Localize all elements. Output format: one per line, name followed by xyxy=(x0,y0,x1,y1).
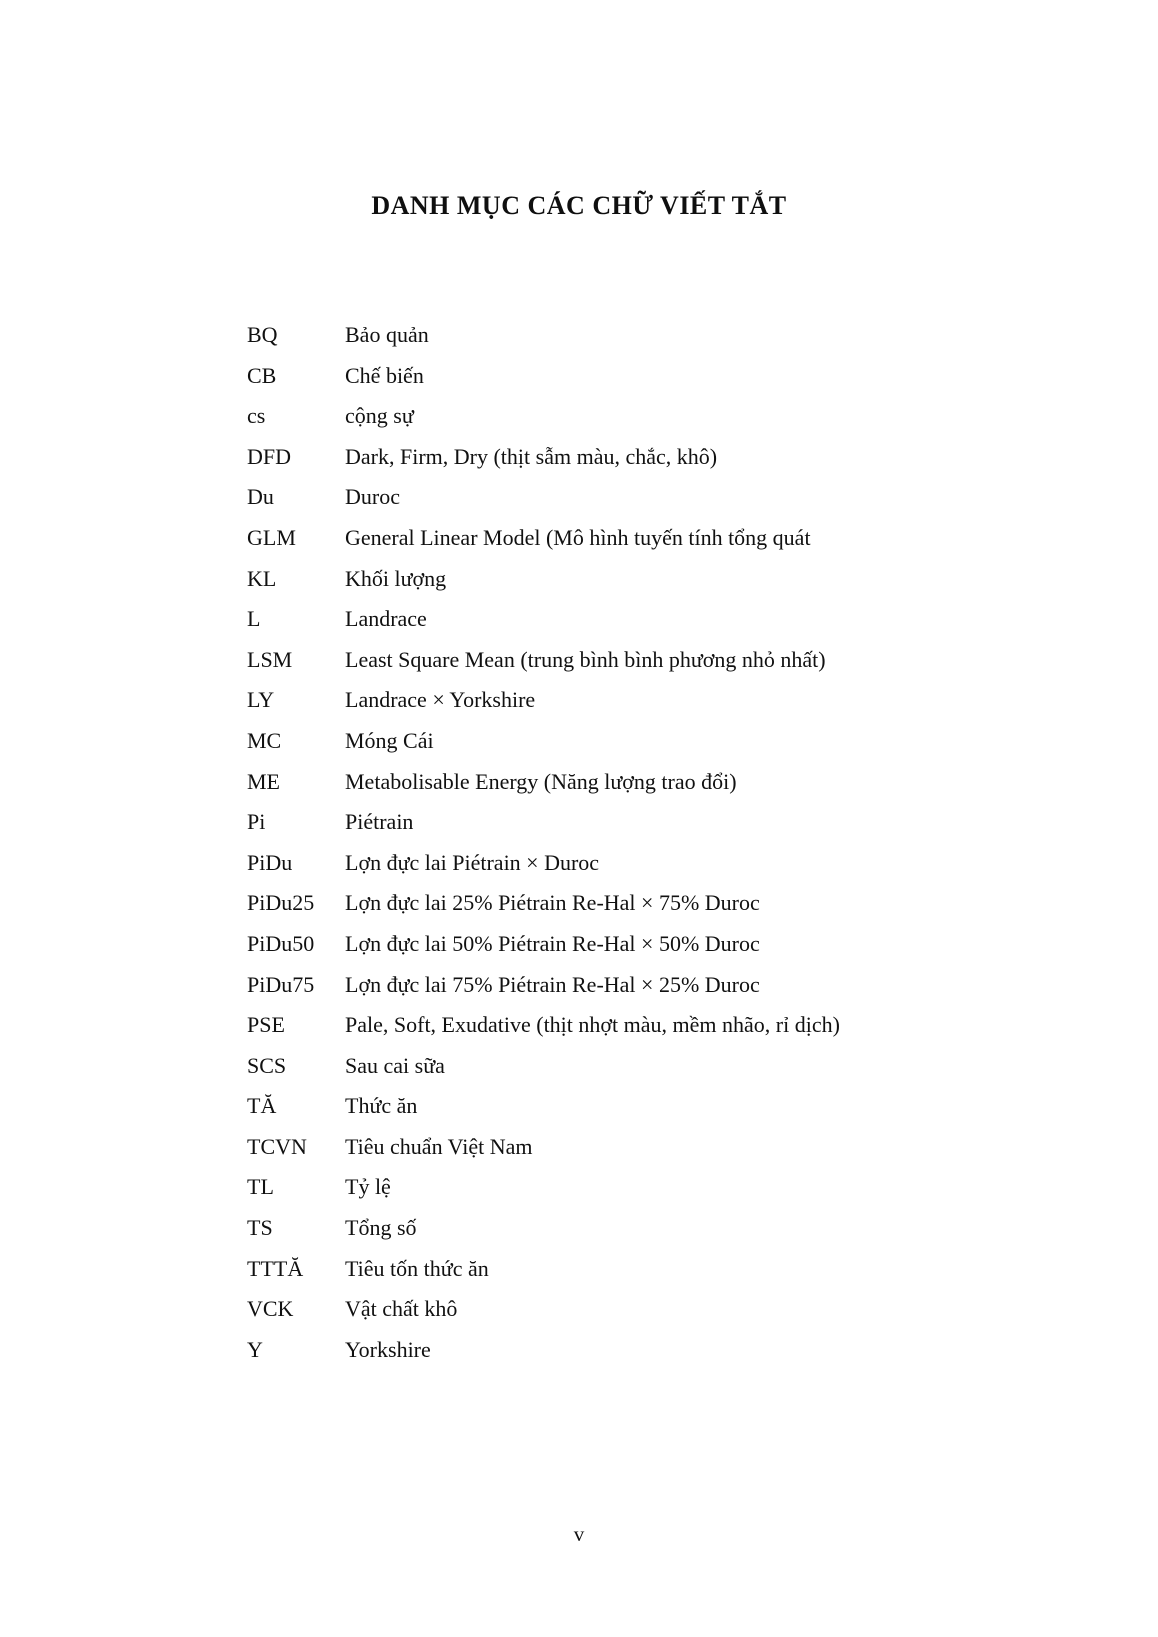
abbreviation-row xyxy=(247,1086,1158,1127)
abbreviation-meaning: Pale, Soft, Exudative (thịt nhợt màu, mềm nhão, rỉ dịch) xyxy=(345,1012,840,1038)
abbreviation-row xyxy=(247,924,1158,965)
abbreviation-row xyxy=(247,1208,1158,1249)
abbreviation-code: LY xyxy=(247,687,275,713)
abbreviation-row xyxy=(247,1167,1158,1208)
abbreviation-row xyxy=(247,802,1158,843)
abbreviation-row xyxy=(247,1005,1158,1046)
abbreviation-meaning: Landrace xyxy=(345,606,427,632)
abbreviation-meaning: Khối lượng xyxy=(345,565,447,591)
abbreviation-row xyxy=(247,315,1158,356)
abbreviation-meaning: Lợn đực lai Piétrain × Duroc xyxy=(345,849,600,875)
abbreviation-code: TL xyxy=(247,1174,274,1200)
abbreviation-row xyxy=(247,1330,1158,1371)
abbreviation-meaning: Lợn đực lai 50% Piétrain Re-Hal × 50% Duroc xyxy=(345,930,760,956)
abbreviation-meaning: Sau cai sữa xyxy=(345,1052,445,1078)
abbreviation-row xyxy=(247,721,1158,762)
abbreviation-row xyxy=(247,356,1158,397)
abbreviation-code: GLM xyxy=(247,524,296,550)
abbreviation-meaning: Tổng số xyxy=(345,1215,417,1241)
abbreviation-row xyxy=(247,762,1158,803)
abbreviation-meaning: Least Square Mean (trung bình bình phương nhỏ nhất) xyxy=(345,646,826,672)
abbreviation-code: PSE xyxy=(247,1012,285,1038)
abbreviation-meaning: Yorkshire xyxy=(345,1336,431,1362)
abbreviation-row xyxy=(247,1127,1158,1168)
abbreviation-code: PiDu xyxy=(247,849,293,875)
abbreviation-row xyxy=(247,1289,1158,1330)
page-number: v xyxy=(573,1522,585,1546)
abbreviation-row xyxy=(247,437,1158,478)
abbreviation-code: TTTĂ xyxy=(247,1255,304,1281)
abbreviation-row xyxy=(247,518,1158,559)
abbreviation-row xyxy=(247,1046,1158,1087)
abbreviation-code: SCS xyxy=(247,1052,287,1078)
abbreviation-meaning: Tỷ lệ xyxy=(345,1174,391,1200)
abbreviation-meaning: Móng Cái xyxy=(345,727,434,753)
abbreviation-code: cs xyxy=(247,403,266,429)
abbreviation-meaning: Metabolisable Energy (Năng lượng trao đổi) xyxy=(345,768,737,794)
abbreviation-meaning: Chế biến xyxy=(345,362,424,388)
abbreviation-meaning: Dark, Firm, Dry (thịt sẫm màu, chắc, khô) xyxy=(345,443,718,469)
abbreviation-meaning: Landrace × Yorkshire xyxy=(345,687,536,713)
abbreviation-row xyxy=(247,883,1158,924)
abbreviation-code: TCVN xyxy=(247,1133,307,1159)
abbreviation-code: TS xyxy=(247,1215,273,1241)
abbreviation-list xyxy=(0,315,1158,1370)
abbreviation-meaning: Piétrain xyxy=(345,809,414,835)
abbreviation-meaning: Tiêu tốn thức ăn xyxy=(345,1255,489,1281)
abbreviation-code: L xyxy=(247,606,261,632)
abbreviation-code: PiDu50 xyxy=(247,930,315,956)
abbreviation-row xyxy=(247,559,1158,600)
abbreviation-code: ME xyxy=(247,768,280,794)
abbreviation-meaning: Vật chất khô xyxy=(345,1296,458,1322)
abbreviation-row xyxy=(247,599,1158,640)
abbreviation-meaning: Bảo quản xyxy=(345,322,429,347)
abbreviation-row xyxy=(247,640,1158,681)
abbreviation-code: VCK xyxy=(247,1296,294,1322)
abbreviation-code: BQ xyxy=(247,322,278,347)
abbreviation-code: PiDu75 xyxy=(247,971,315,997)
abbreviation-code: PiDu25 xyxy=(247,890,315,916)
abbreviation-code: MC xyxy=(247,727,282,753)
abbreviation-code: DFD xyxy=(247,443,292,469)
abbreviation-row xyxy=(247,477,1158,518)
abbreviation-row xyxy=(247,843,1158,884)
abbreviation-code: KL xyxy=(247,565,277,591)
abbreviation-meaning: Duroc xyxy=(345,484,400,510)
abbreviation-code: CB xyxy=(247,362,277,388)
abbreviation-meaning: Lợn đực lai 75% Piétrain Re-Hal × 25% Duroc xyxy=(345,971,760,997)
abbreviation-code: Y xyxy=(247,1336,263,1362)
abbreviation-row xyxy=(247,396,1158,437)
abbreviation-meaning: Tiêu chuẩn Việt Nam xyxy=(345,1133,533,1159)
abbreviation-meaning: cộng sự xyxy=(345,403,414,429)
abbreviation-code: Du xyxy=(247,484,274,510)
abbreviation-row xyxy=(247,1249,1158,1290)
abbreviation-row xyxy=(247,680,1158,721)
abbreviation-meaning: Lợn đực lai 25% Piétrain Re-Hal × 75% Duroc xyxy=(345,890,760,916)
abbreviation-code: TĂ xyxy=(247,1093,277,1119)
abbreviation-code: LSM xyxy=(247,646,293,672)
abbreviation-row xyxy=(247,965,1158,1006)
page-title: DANH MỤC CÁC CHỮ VIẾT TẮT xyxy=(371,191,787,220)
abbreviation-meaning: General Linear Model (Mô hình tuyến tính tổng quát xyxy=(345,524,811,550)
abbreviation-meaning: Thức ăn xyxy=(345,1093,418,1119)
abbreviation-code: Pi xyxy=(247,809,266,835)
